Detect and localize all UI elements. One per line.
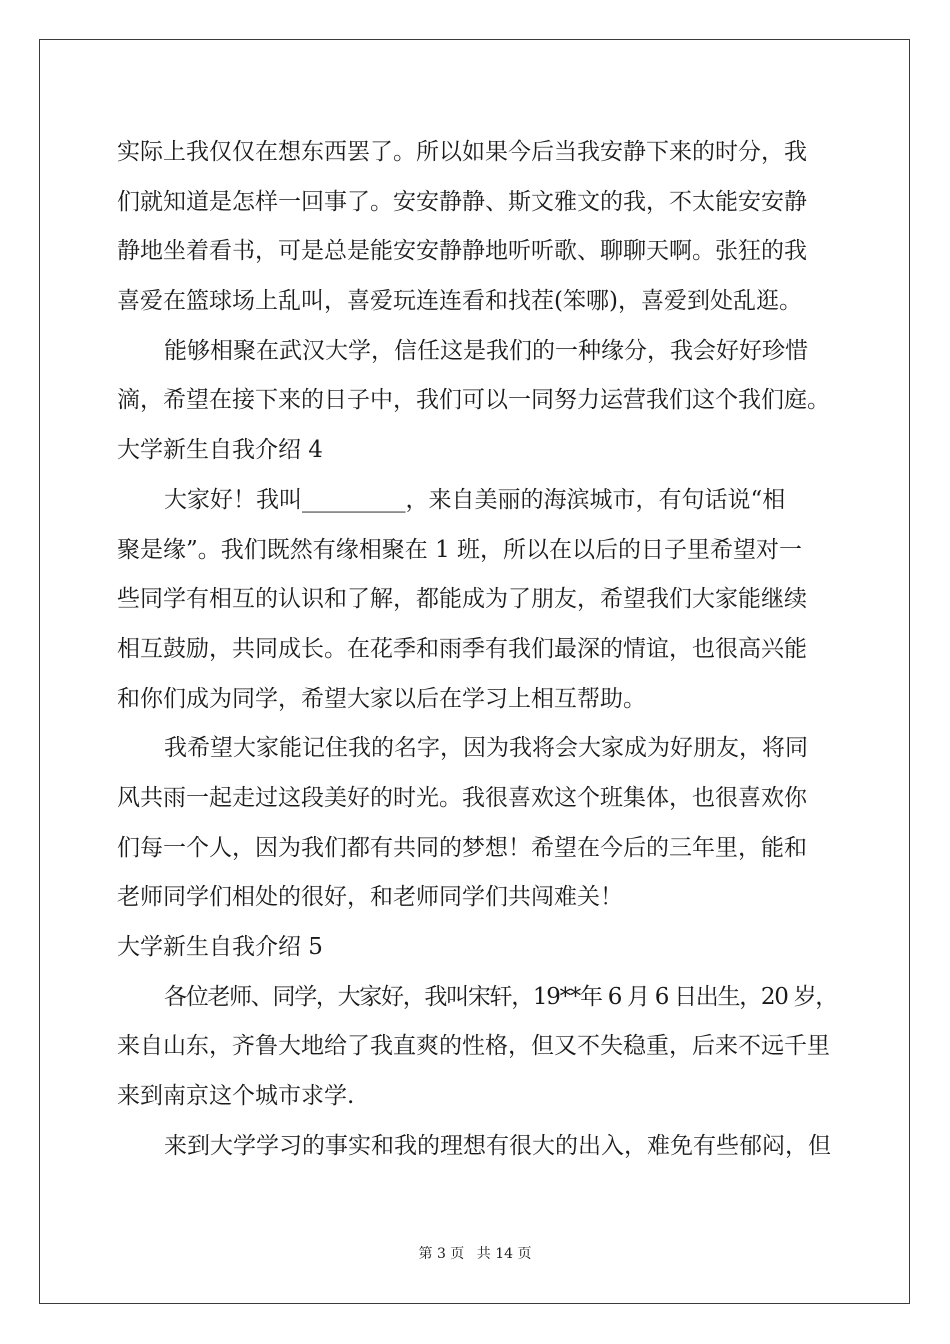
text-line: 大家好！我叫_________，来自美丽的海滨城市，有句话说“相 (164, 486, 786, 513)
text-line: 些同学有相互的认识和了解，都能成为了朋友，希望我们大家能继续 (117, 586, 807, 613)
text-line: 实际上我仅仅在想东西罢了。所以如果今后当我安静下来的时分，我 (117, 139, 807, 165)
text-line: 能够相聚在武汉大学，信任这是我们的一种缘分，我会好好珍惜 (164, 337, 808, 364)
document-body (117, 128, 837, 1171)
text-line: 相互鼓励，共同成长。在花季和雨季有我们最深的情谊，也很高兴能 (117, 635, 807, 662)
text-line: 我希望大家能记住我的名字，因为我将会大家成为好朋友，将同 (164, 735, 808, 762)
page-number: 第 3 页 (418, 1246, 465, 1262)
text-line: 滴，希望在接下来的日子中，我们可以一同努力运营我们这个我们庭。 (117, 387, 830, 414)
text-line: 风共雨一起走过这段美好的时光。我很喜欢这个班集体，也很喜欢你 (117, 784, 807, 811)
text-line: 喜爱在篮球场上乱叫，喜爱玩连连看和找茬(笨哪)，喜爱到处乱逛。 (117, 288, 802, 315)
text-line: 静地坐着看书，可是总是能安安静静地听听歌、聊聊天啊。张狂的我 (117, 238, 807, 265)
text-line: 老师同学们相处的很好，和老师同学们共闯难关！ (117, 884, 623, 911)
page-total: 共 14 页 (476, 1246, 532, 1262)
text-line: 各位老师、同学，大家好，我叫宋轩，19**年 6 月 6 日出生，20 岁， (164, 983, 837, 1010)
text-line: 来到南京这个城市求学. (117, 1083, 355, 1110)
text-line: 来自山东，齐鲁大地给了我直爽的性格，但又不失稳重，后来不远千里 (117, 1033, 830, 1060)
text-line: 聚是缘”。我们既然有缘相聚在 1 班，所以在以后的日子里希望对一 (117, 536, 803, 563)
section-heading: 大学新生自我介绍 4 (117, 437, 323, 464)
text-line: 来到大学学习的事实和我的理想有很大的出入，难免有些郁闷，但 (164, 1132, 831, 1159)
page-footer (0, 1243, 950, 1263)
text-line: 和你们成为同学，希望大家以后在学习上相互帮助。 (117, 685, 646, 712)
text-line: 们就知道是怎样一回事了。安安静静、斯文雅文的我，不太能安安静 (117, 188, 807, 215)
section-heading: 大学新生自我介绍 5 (117, 934, 323, 960)
text-line: 们每一个人，因为我们都有共同的梦想！希望在今后的三年里，能和 (117, 834, 807, 861)
